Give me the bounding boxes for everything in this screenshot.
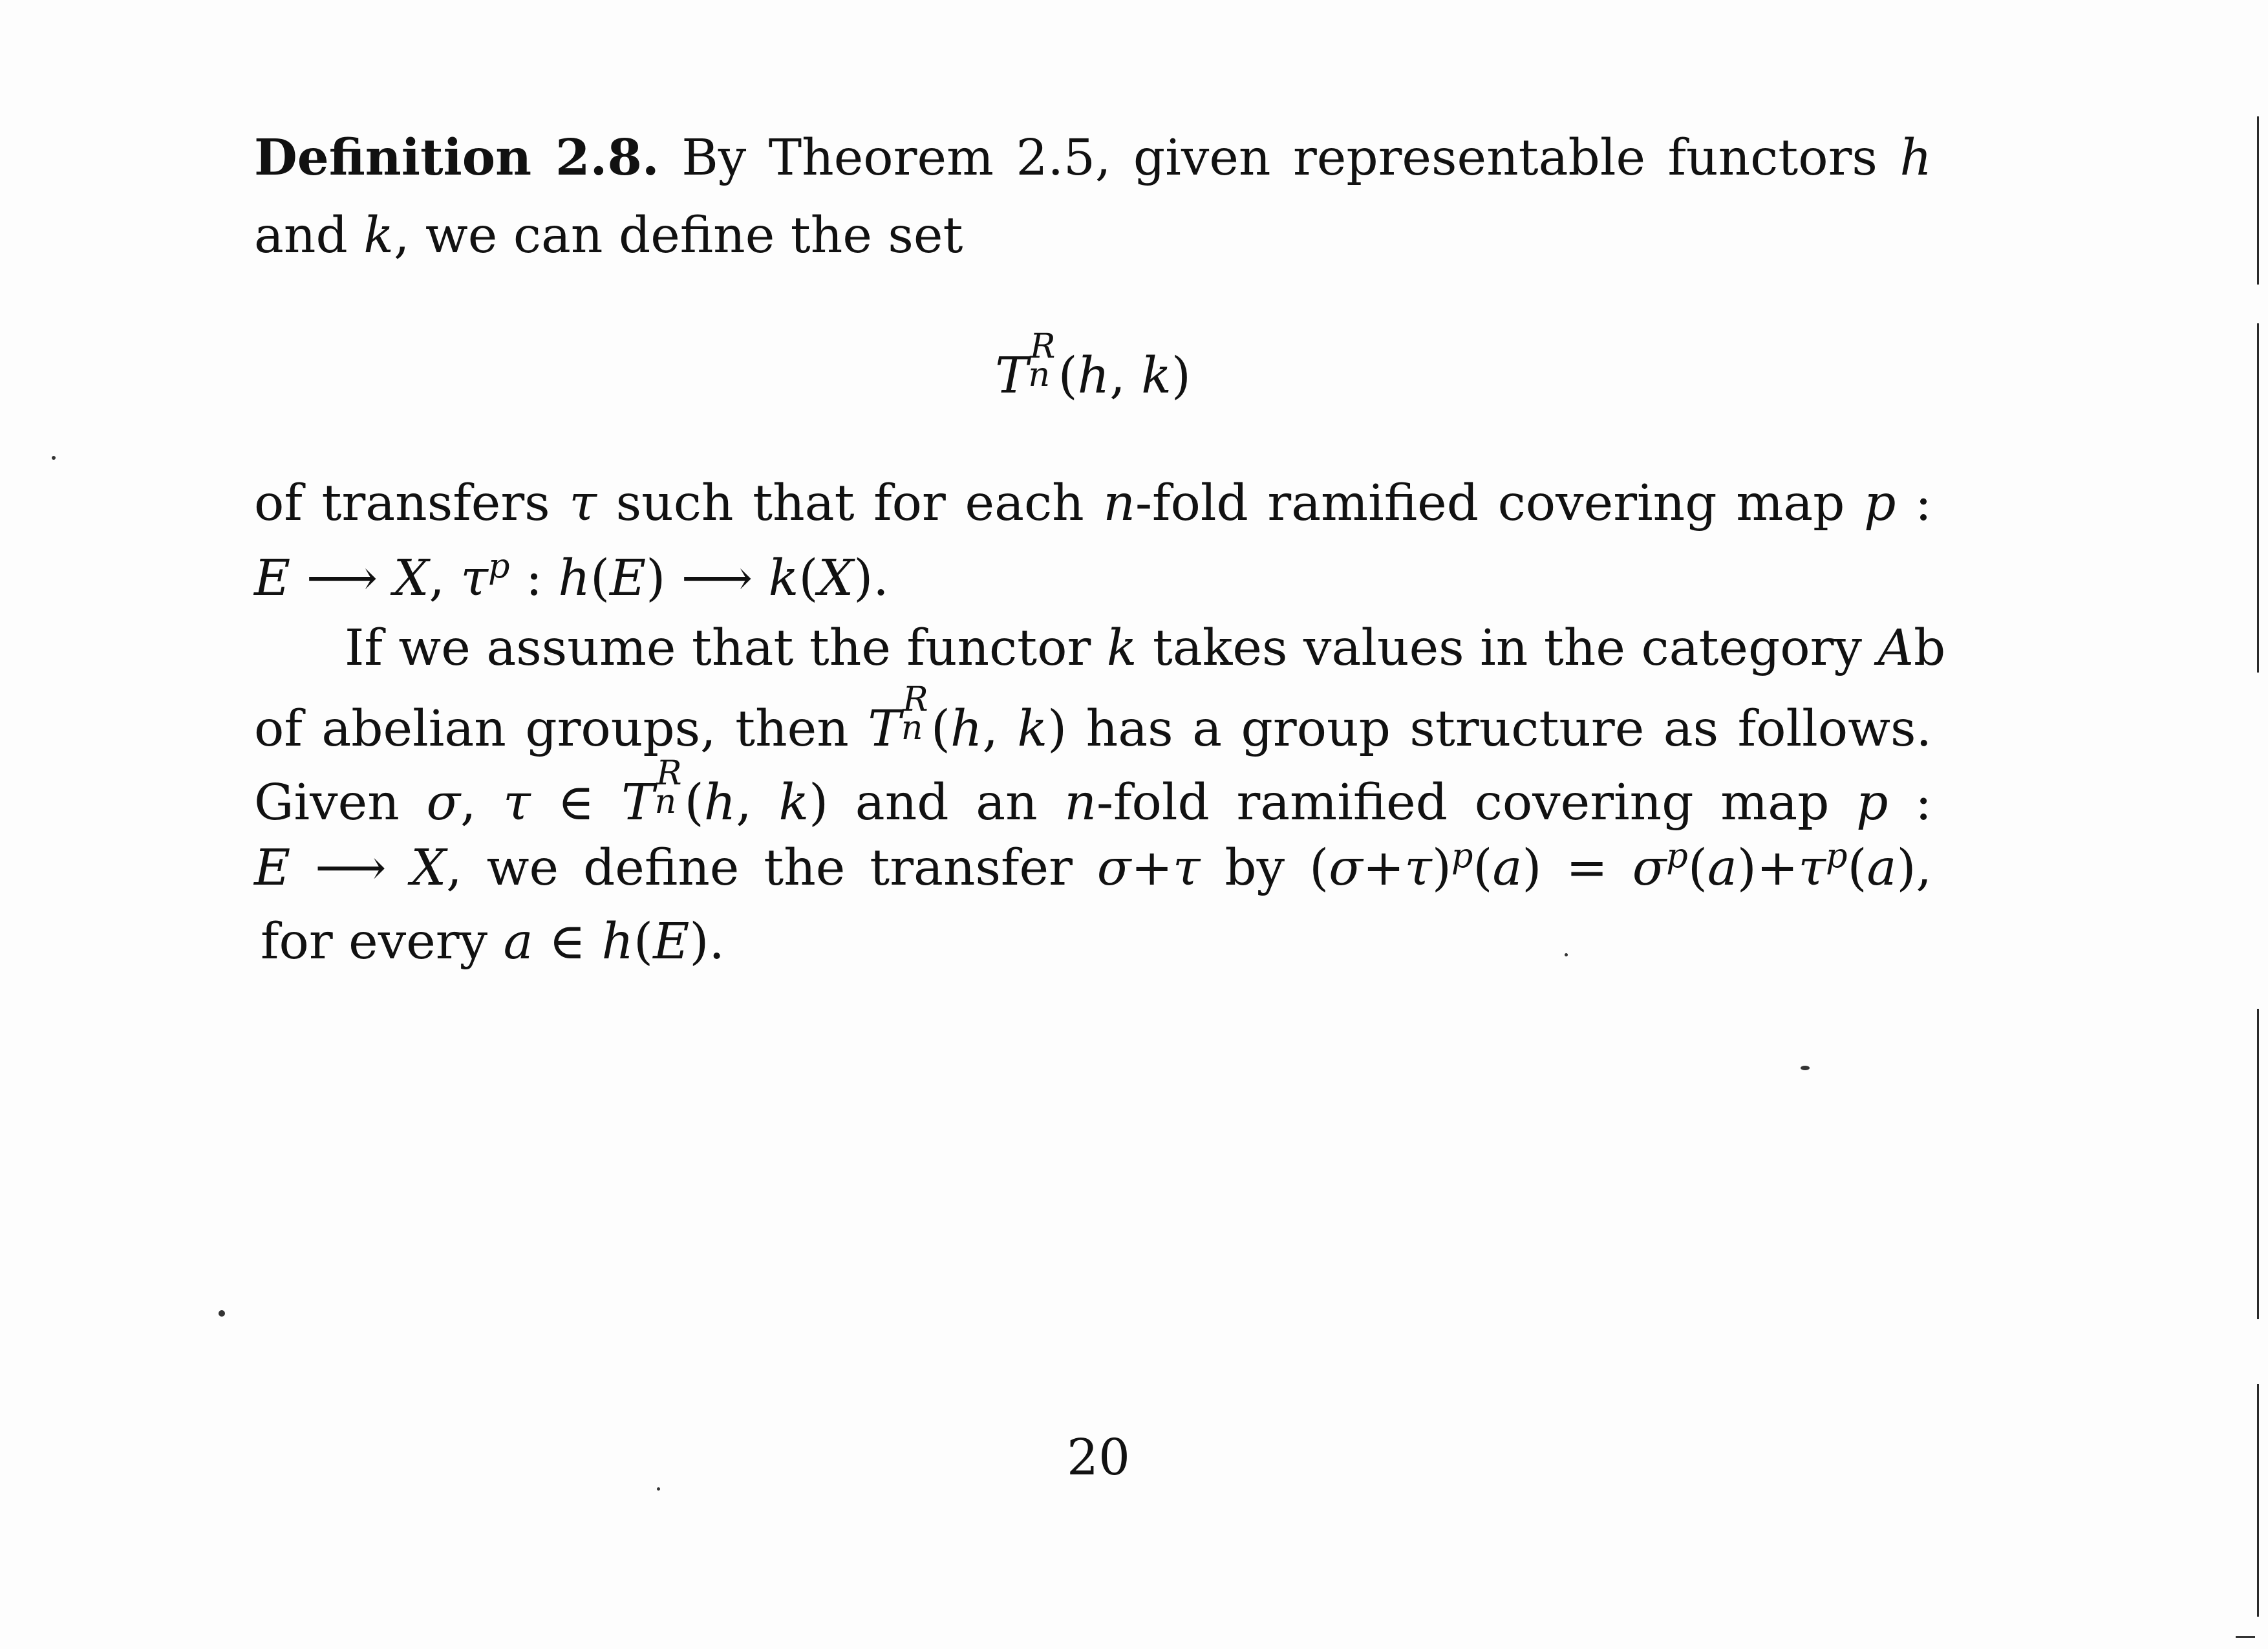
scan-speck bbox=[219, 1310, 225, 1317]
scan-speck bbox=[52, 456, 56, 460]
scan-speck bbox=[657, 1487, 660, 1491]
definition-line-2: and k, we can define the set bbox=[254, 207, 963, 264]
scan-speck bbox=[1801, 1066, 1810, 1070]
paragraph2-line-5: for every a ∈ h(E). bbox=[261, 913, 725, 971]
page-number: 20 bbox=[1067, 1429, 1130, 1487]
scan-edge-rule bbox=[2257, 1384, 2259, 1617]
paragraph2-line-4: E ⟶ X, we define the transfer σ+τ by $(\sigma+\tau)^p(a) = \sigma^p(a)+\tau^p(a)$, bbox=[254, 836, 1932, 897]
paragraph2-line-1: If we assume that the functor k takes values in the category Ab bbox=[345, 620, 1946, 677]
paragraph1-line-1: of transfers τ such that for each n-fold ramified covering map p : bbox=[254, 475, 1932, 532]
scan-speck bbox=[2236, 1636, 2255, 1638]
definition-line-1: Definition 2.8. By Theorem 2.5, given representable functors h bbox=[254, 129, 1932, 187]
definition-label: Definition 2.8. bbox=[254, 129, 659, 187]
scan-edge-rule bbox=[2257, 116, 2259, 285]
display-formula: T R n (h, k) bbox=[995, 327, 1191, 405]
scan-speck bbox=[1565, 953, 1568, 956]
paragraph2-line-3: Given σ, τ ∈ T R n (h, k) and an n-fold ramified covering map p : bbox=[254, 753, 1932, 832]
scan-edge-rule bbox=[2257, 323, 2259, 673]
paragraph2-line-2: of abelian groups, then T R n (h, k) has a group structure as follows. bbox=[254, 680, 1932, 758]
paragraph1-line-2: E ⟶ X, $\tau^p$ : h(E) ⟶ k(X). bbox=[254, 546, 889, 607]
scan-edge-rule bbox=[2257, 1009, 2259, 1319]
